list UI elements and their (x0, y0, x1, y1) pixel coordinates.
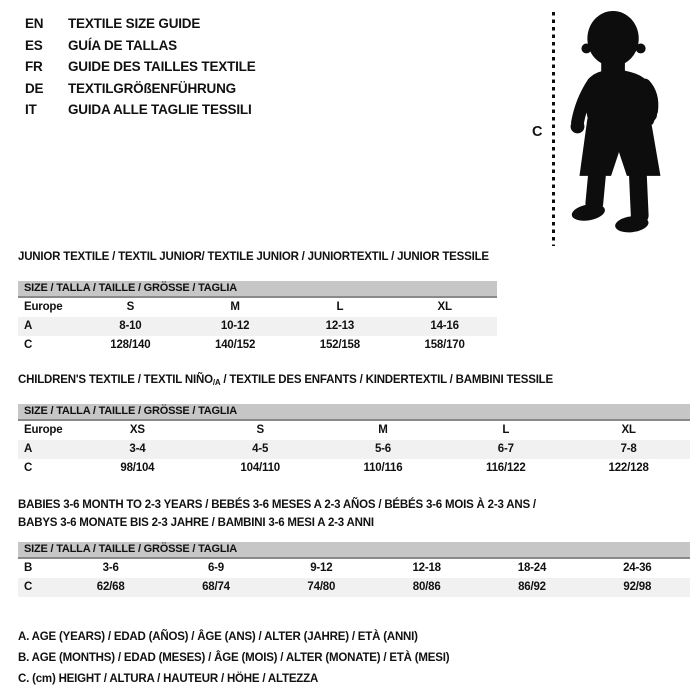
size-value-cell: M (378, 424, 388, 436)
table-row (18, 440, 690, 459)
size-value-cell: 92/98 (623, 581, 652, 593)
table-title-text: / TEXTILE DES ENFANTS / KINDERTEXTIL / BAMBINI TESSILE (220, 374, 553, 386)
language-row (25, 78, 256, 100)
size-value-cell: 68/74 (202, 581, 230, 593)
size-value-cell: 7-8 (620, 443, 637, 455)
size-table-section-babies (18, 496, 690, 597)
size-value-cell: S (126, 301, 135, 313)
size-value-cell: 128/140 (110, 339, 151, 351)
size-value-cell: M (230, 301, 240, 313)
size-value-cell: 62/68 (96, 581, 125, 593)
language-code: EN (25, 16, 44, 31)
footnote-legend (18, 627, 449, 690)
size-value-cell: 18-24 (517, 562, 547, 574)
size-value-cell: 10-12 (220, 320, 250, 332)
table-row (18, 559, 690, 578)
row-label: C (24, 581, 33, 593)
toddler-silhouette-icon (565, 8, 670, 245)
table-title-text: CHILDREN'S TEXTILE / TEXTIL NIÑO (18, 374, 213, 386)
table-title-text: BABIES 3-6 MONTH TO 2-3 YEARS / BEBÉS 3-6 MESES A 2-3 AÑOS / BÉBÉS 3-6 MOIS À 2-3 ANS / (18, 499, 536, 511)
size-value-cell: 152/158 (319, 339, 360, 351)
size-value-cell: L (336, 301, 344, 313)
table-title-line (18, 251, 497, 264)
size-value-cell: L (502, 424, 510, 436)
language-code: IT (25, 102, 37, 117)
size-value-cell: 9-12 (310, 562, 333, 574)
table-row (18, 459, 690, 478)
size-value-cell: 116/122 (486, 462, 526, 474)
table-title-line (18, 514, 690, 532)
language-title: TEXTILE SIZE GUIDE (68, 16, 201, 31)
footnote: A. AGE (YEARS) / EDAD (AÑOS) / ÂGE (ANS) / ALTER (JAHRE) / ETÀ (ANNI) (18, 631, 418, 643)
size-value-cell: 110/116 (363, 462, 403, 474)
table-title-text: /A (212, 378, 221, 387)
table-title-line (18, 374, 690, 389)
language-title-list (25, 13, 256, 121)
size-value-cell: 74/80 (307, 581, 336, 593)
table-row (18, 421, 690, 440)
language-title: GUIDE DES TAILLES TEXTILE (68, 59, 256, 74)
size-value-cell: XL (621, 424, 636, 436)
size-value-cell: 24-36 (623, 562, 652, 574)
language-title: TEXTILGRÖßENFÜHRUNG (68, 80, 236, 96)
size-value-cell: 140/152 (215, 339, 256, 351)
measure-c-label: C (532, 124, 543, 140)
table-title-text: JUNIOR TEXTILE / TEXTIL JUNIOR/ TEXTILE JUNIOR / JUNIORTEXTIL / JUNIOR TESSILE (18, 251, 489, 263)
row-label: C (24, 462, 33, 474)
table-title (18, 496, 690, 532)
row-label: Europe (24, 301, 63, 313)
size-value-cell: 3-4 (129, 443, 146, 455)
size-value-cell: 104/110 (240, 462, 280, 474)
language-row (25, 13, 256, 35)
size-value-cell: 158/170 (424, 339, 465, 351)
size-value-cell: 6-7 (497, 443, 514, 455)
row-label: A (24, 320, 33, 332)
table-size-header: SIZE / TALLA / TAILLE / GRÖSSE / TAGLIA (18, 542, 690, 559)
table-title (18, 374, 690, 389)
language-code: DE (25, 80, 44, 96)
language-title: GUIDA ALLE TAGLIE TESSILI (68, 102, 252, 117)
size-table-section-junior (18, 251, 497, 355)
language-row (25, 35, 256, 57)
footnote: B. AGE (MONTHS) / EDAD (MESES) / ÂGE (MOIS) / ALTER (MONATE) / ETÀ (MESI) (18, 652, 450, 664)
language-title: GUÍA DE TALLAS (68, 37, 177, 53)
language-row (25, 56, 256, 78)
size-table-section-children (18, 374, 690, 478)
row-label: C (24, 339, 33, 351)
table-row (18, 317, 497, 336)
table-size-header: SIZE / TALLA / TAILLE / GRÖSSE / TAGLIA (18, 281, 497, 298)
table-title-line (18, 496, 690, 514)
size-value-cell: 122/128 (608, 462, 649, 474)
language-code: FR (25, 59, 43, 74)
height-measure-dashed-line (552, 12, 555, 246)
size-value-cell: 98/104 (120, 462, 155, 474)
size-value-cell: 86/92 (518, 581, 546, 593)
row-label: A (24, 443, 33, 455)
language-code: ES (25, 37, 43, 53)
size-value-cell: 80/86 (412, 581, 441, 593)
size-value-cell: 5-6 (374, 443, 391, 455)
size-value-cell: 3-6 (102, 562, 119, 574)
size-value-cell: 12-13 (325, 320, 355, 332)
figure-area (520, 8, 700, 250)
table-row (18, 578, 690, 597)
size-value-cell: XL (437, 301, 452, 313)
table-row (18, 336, 497, 355)
table-title-text: BABYS 3-6 MONATE BIS 2-3 JAHRE / BAMBINI 3-6 MESI A 2-3 ANNI (18, 517, 374, 529)
row-label: B (24, 562, 33, 574)
size-value-cell: 4-5 (252, 443, 269, 455)
footnote: C. (cm) HEIGHT / ALTURA / HAUTEUR / HÖHE / ALTEZZA (18, 673, 319, 685)
row-label: Europe (24, 424, 63, 436)
table-title (18, 251, 497, 264)
language-row (25, 99, 256, 121)
size-value-cell: 12-18 (412, 562, 441, 574)
table-row (18, 298, 497, 317)
size-value-cell: 8-10 (119, 320, 142, 332)
size-value-cell: 6-9 (207, 562, 224, 574)
table-size-header: SIZE / TALLA / TAILLE / GRÖSSE / TAGLIA (18, 404, 690, 421)
size-value-cell: XS (129, 424, 145, 436)
size-value-cell: S (256, 424, 264, 436)
size-value-cell: 14-16 (430, 320, 459, 332)
